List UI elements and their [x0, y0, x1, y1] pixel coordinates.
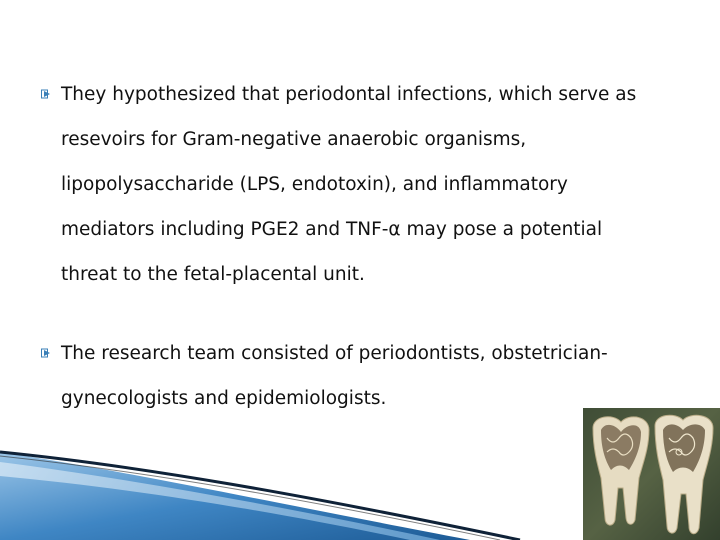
teeth-photo	[583, 408, 720, 540]
bullet-text-hypothesis: They hypothesized that periodontal infections, which serve as resevoirs for Gram-negative anaerobic organisms, lipopolysaccharide (LPS, endotoxin), and inflammatory mediators including PGE2 and TNF-α may pose a potential threat to the fetal-placental unit.	[61, 84, 637, 285]
tooth-illustration	[583, 408, 720, 540]
bullet-text-research-team: The research team consisted of periodontists, obstetrician-gynecologists and epidemiologists.	[61, 343, 608, 409]
